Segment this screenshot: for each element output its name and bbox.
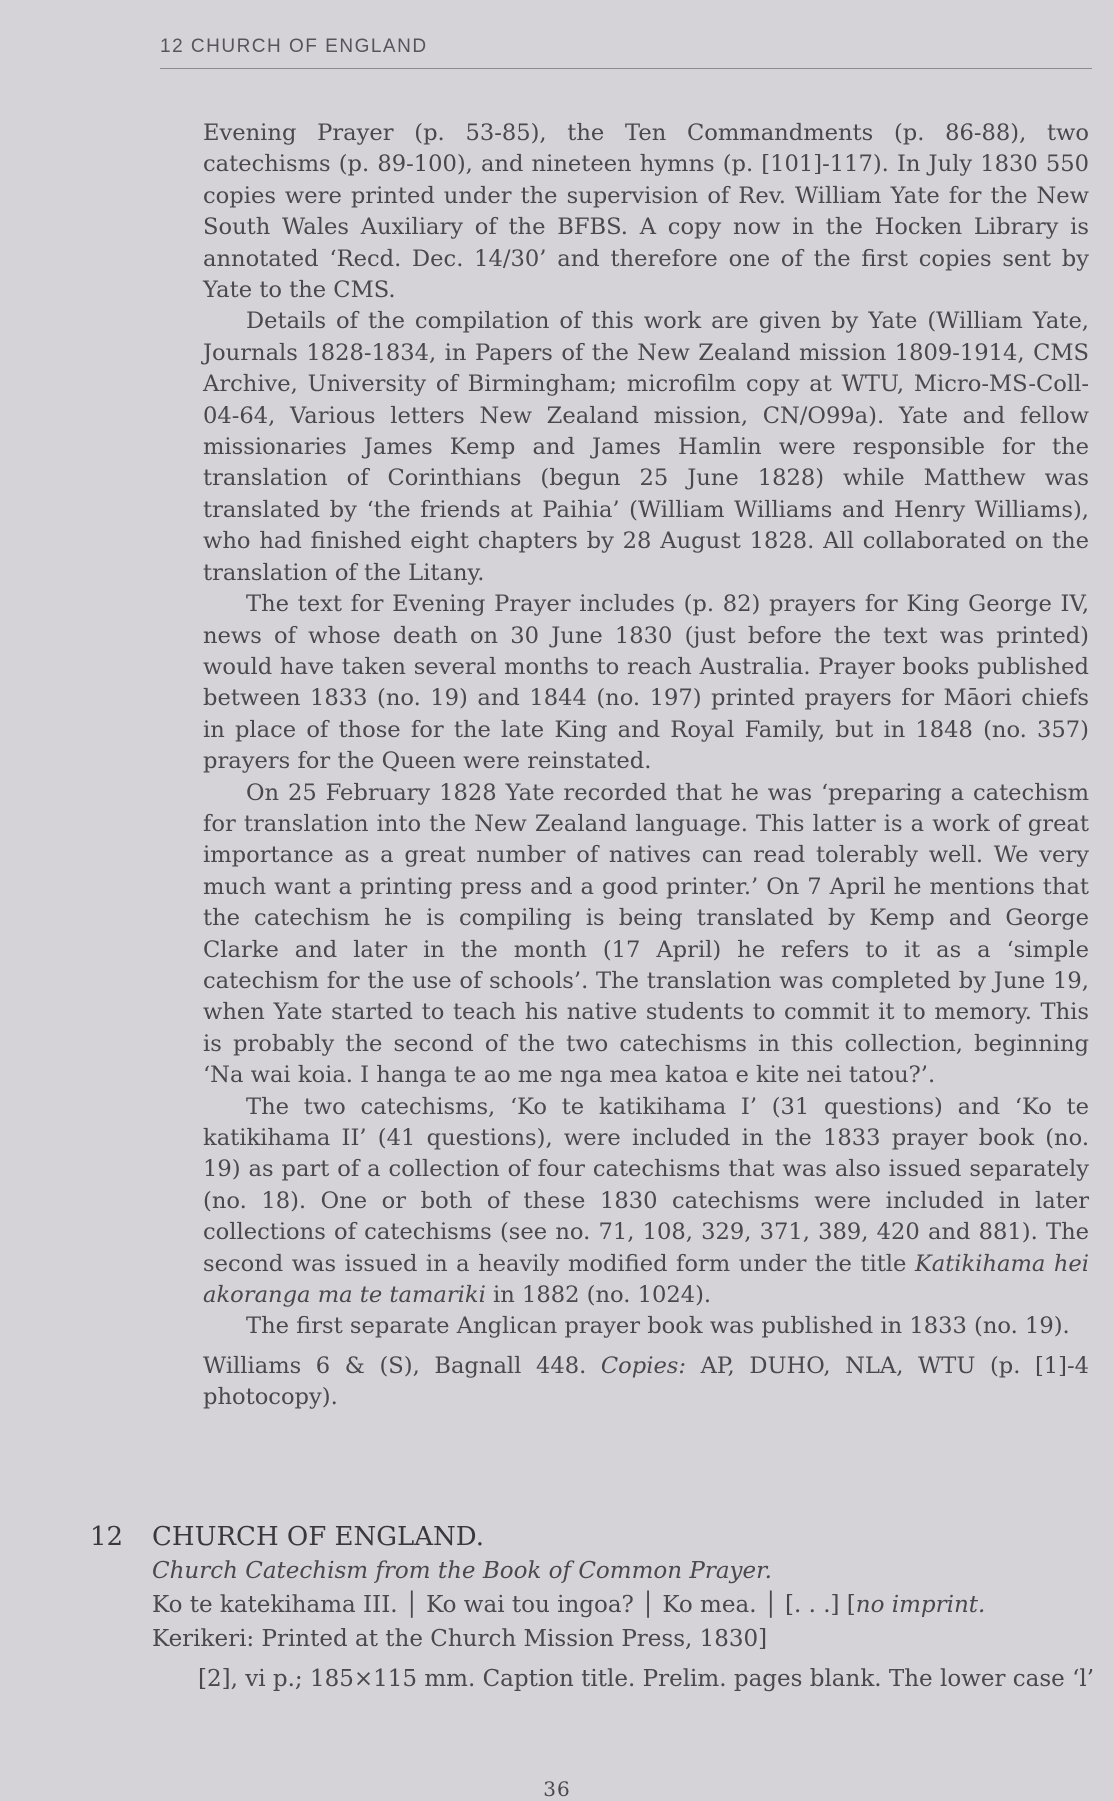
- body-paragraph: [203, 1092, 1089, 1312]
- entry-description: [2], vi p.; 185×115 mm. Caption title. Prelim. pages blank. The lower case ‘l’: [198, 1666, 1095, 1692]
- entry-heading: [90, 1520, 1080, 1554]
- body-paragraph: [203, 306, 1089, 589]
- body-paragraph: [203, 1311, 1089, 1342]
- text-run: The first separate Anglican prayer book was published in 1833 (no. 19).: [246, 1313, 1070, 1340]
- entry-title: CHURCH OF ENGLAND.: [152, 1522, 484, 1552]
- entry-imprint: Kerikeri: Printed at the Church Mission Press, 1830]: [152, 1626, 768, 1652]
- text-run: Ko te katekihama III. │ Ko wai tou ingoa? │ Ko mea. │ [. . .] [: [152, 1592, 856, 1618]
- body-paragraph: [203, 118, 1089, 306]
- text-run: The two catechisms, ‘Ko te katikihama I’ (31 questions) and ‘Ko te katikihama II’ (41 questions), were included in the 1833 prayer book (no. 19) as part of a collection of four catechisms that was also issued separately (no. 18). One or both of these 1830 catechisms were included in later collections of catechisms (see no. 71, 108, 329, 371, 389, 420 and 881). The second was issued in a heavily modified form under the title: [203, 1093, 1089, 1277]
- italic-text: Katikihama hei akoranga ma te tamariki: [203, 1250, 1089, 1309]
- text-run: Details of the compilation of this work are given by Yate (William Yate, Journals 1828-1834, in Papers of the New Zealand mission 1809-1914, CMS Archive, University of Birmingham; microfilm copy at WTU, Micro-MS-Coll-04-64, Various letters New Zealand mission, CN/O99a). Yate and fellow missionaries James Kemp and James Hamlin were responsible for the translation of Corinthians (begun 25 June 1828) while Matthew was translated by ‘the friends at Paihia’ (William Williams and Henry Williams), who had finished eight chapters by 28 August 1828. All collaborated on the translation of the Litany.: [203, 308, 1089, 586]
- text-run: Williams 6 & (S), Bagnall 448.: [203, 1352, 601, 1379]
- header-rule: [160, 68, 1092, 69]
- text-run: in 1882 (no. 1024).: [485, 1282, 712, 1309]
- page-number: 36: [543, 1777, 571, 1801]
- entry-caption-title: [152, 1588, 1080, 1622]
- copies-note: [203, 1351, 1089, 1414]
- body-paragraph: [203, 778, 1089, 1092]
- running-head: 12 CHURCH OF ENGLAND: [160, 36, 428, 57]
- entry-subtitle: Church Catechism from the Book of Common Prayer.: [152, 1558, 772, 1584]
- entry-notes-text: [203, 118, 1089, 1414]
- body-paragraph: [203, 589, 1089, 777]
- entry-title-block: [152, 1554, 1080, 1656]
- text-run: On 25 February 1828 Yate recorded that he was ‘preparing a catechism for translation into the New Zealand language. This latter is a work of great importance as a great number of natives can read tolerably well. We very much want a printing press and a good printer.’ On 7 April he mentions that the catechism he is compiling is being translated by Kemp and George Clarke and later in the month (17 April) he refers to it as a ‘simple catechism for the use of schools’. The translation was completed by June 19, when Yate started to teach his native students to commit it to memory. This is probably the second of the two catechisms in this collection, beginning ‘Na wai koia. I hanga te ao me nga mea katoa e kite nei tatou?’.: [203, 779, 1089, 1089]
- text-run: Evening Prayer (p. 53-85), the Ten Commandments (p. 86-88), two catechisms (p. 89-100), and nineteen hymns (p. [101]-117). In July 1830 550 copies were printed under the supervision of Rev. William Yate for the New South Wales Auxiliary of the BFBS. A copy now in the Hocken Library is annotated ‘Recd. Dec. 14/30’ and therefore one of the first copies sent by Yate to the CMS.: [203, 120, 1089, 304]
- text-run: The text for Evening Prayer includes (p. 82) prayers for King George IV, news of whose death on 30 June 1830 (just before the text was printed) would have taken several months to reach Australia. Prayer books published between 1833 (no. 19) and 1844 (no. 197) printed prayers for Māori chiefs in place of those for the late King and Royal Family, but in 1848 (no. 357) prayers for the Queen were reinstated.: [203, 591, 1089, 775]
- entry-number: 12: [90, 1522, 124, 1552]
- text-run: AP, DUHO, NLA, WTU (p. [1]-4 photocopy).: [203, 1352, 1090, 1411]
- bibliography-entry: [90, 1520, 1095, 1696]
- italic-text: Copies:: [600, 1352, 687, 1379]
- italic-text: no imprint.: [855, 1592, 986, 1618]
